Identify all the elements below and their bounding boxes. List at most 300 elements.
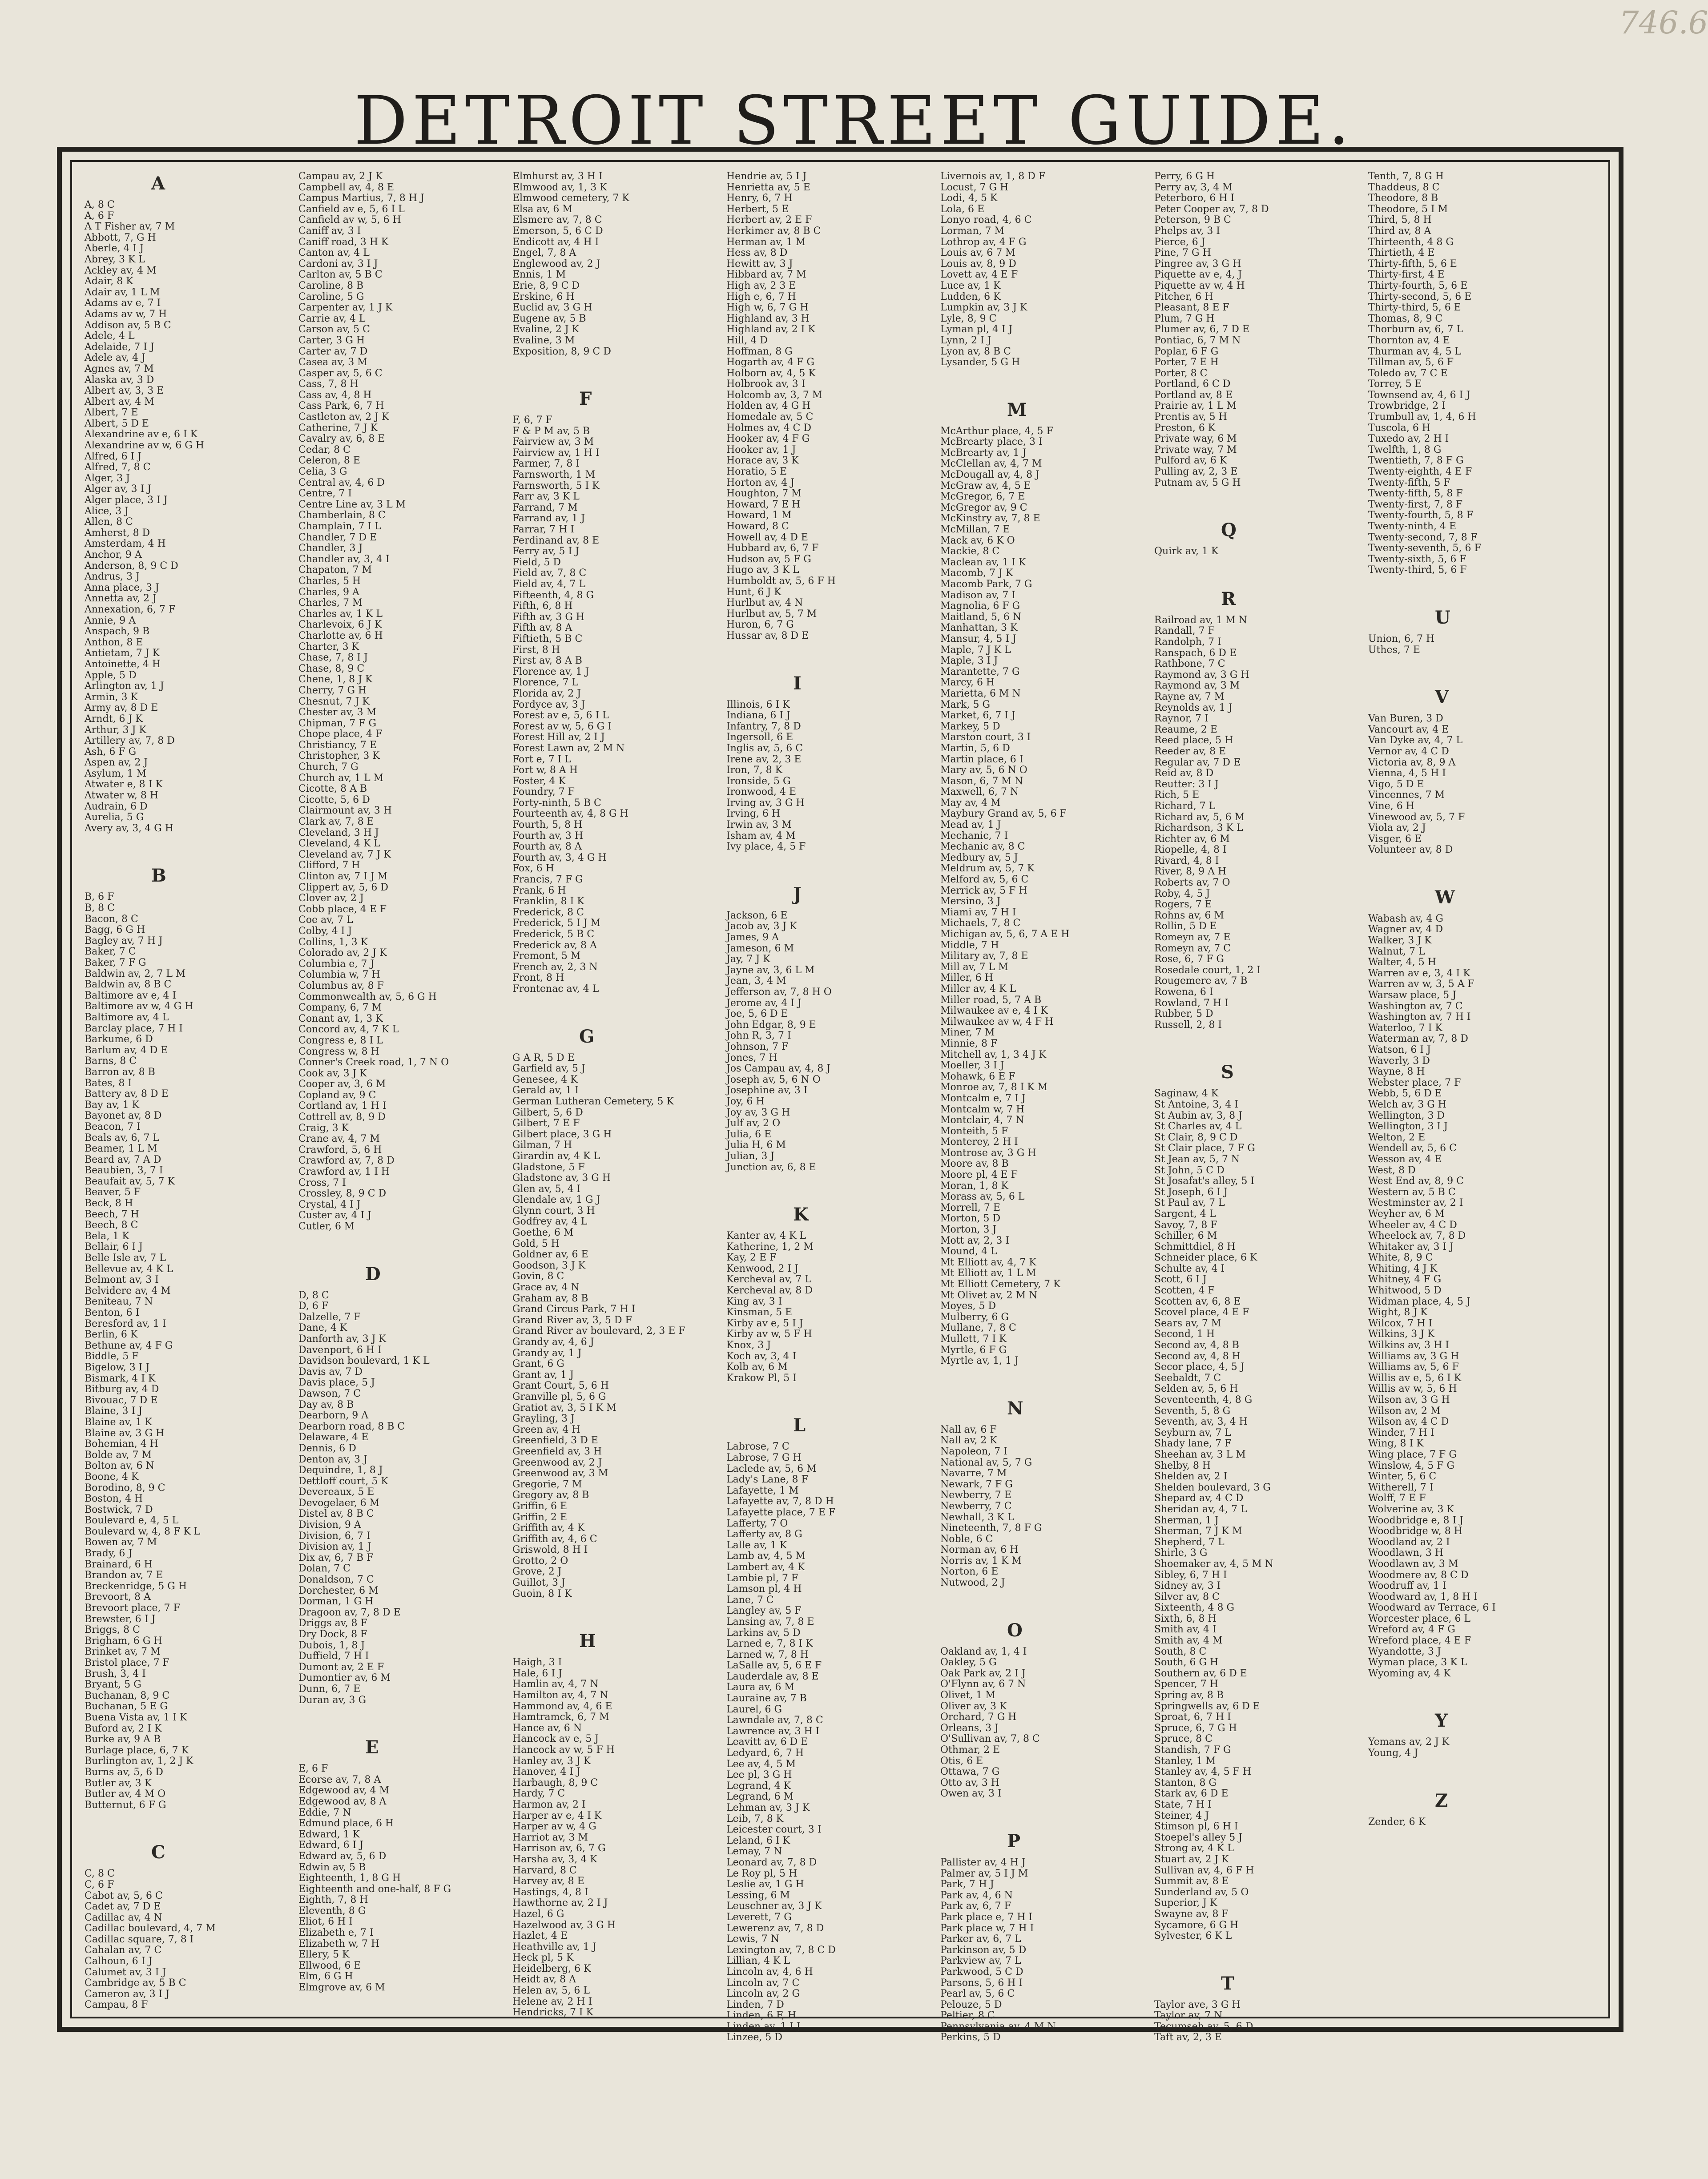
street-entry: Navarre, 7 M — [940, 1468, 1007, 1479]
street-entry: Olivet, 1 M — [940, 1690, 995, 1701]
street-entry: Burke av, 9 A B — [85, 1734, 161, 1745]
street-entry: Wreford av, 4 F G — [1368, 1624, 1455, 1635]
street-entry: Josephine av, 3 I — [726, 1085, 808, 1096]
street-entry: Winder, 7 H I — [1368, 1427, 1434, 1438]
street-entry: Field av, 4, 7 L — [512, 579, 585, 590]
street-entry: Nall av, 2 K — [940, 1435, 997, 1446]
street-entry: Alexandrine av e, 6 I K — [85, 429, 198, 440]
street-entry: Langley av, 5 F — [726, 1605, 802, 1617]
street-entry: Irene av, 2, 3 E — [726, 753, 802, 765]
street-entry: Bacon, 8 C — [85, 913, 138, 925]
street-entry: Elsa av, 6 M — [512, 203, 572, 215]
street-entry: Linden, 6 F, H — [726, 2010, 797, 2022]
street-entry: Caniff road, 3 H K — [298, 236, 389, 248]
street-entry: Linden, 7 D — [726, 1999, 784, 2010]
street-entry: Marston court, 3 I — [940, 732, 1031, 743]
street-entry: Sycamore, 6 G H — [1154, 1919, 1239, 1931]
street-entry: Hance av, 6 N — [512, 1722, 582, 1734]
street-entry: Twenty-fourth, 5, 8 F — [1368, 510, 1473, 521]
street-entry: Henry, 6, 7 H — [726, 193, 793, 204]
street-entry: Howell av, 4 D E — [726, 532, 808, 543]
street-entry: Portland av, 8 E — [1154, 389, 1233, 401]
street-entry: Audrain, 6 D — [85, 801, 148, 812]
street-entry: Campau av, 2 J K — [298, 171, 383, 182]
section-letter-heading: B — [151, 865, 167, 886]
street-entry: Fourth av, 3 H — [512, 830, 584, 842]
street-entry: Thirty-fourth, 5, 6 E — [1368, 280, 1468, 291]
street-entry: Alfred, 6 I J — [85, 451, 142, 462]
street-entry: Guoin, 8 I K — [512, 1588, 572, 1599]
street-entry: Twelfth, 1, 8 G — [1368, 444, 1442, 455]
street-entry: Fairview av, 3 M — [512, 436, 594, 448]
street-entry: Shelden av, 2 I — [1154, 1471, 1228, 1482]
street-entry: Wilson av, 4 C D — [1368, 1416, 1449, 1428]
street-entry: Meldrum av, 5, 7 K — [940, 863, 1035, 874]
street-entry: Moore pl, 4 E F — [940, 1169, 1018, 1181]
street-entry: White, 8, 9 C — [1368, 1252, 1433, 1264]
street-entry: Holcomb av, 3, 7 M — [726, 389, 822, 401]
street-entry: Twentieth, 7, 8 F G — [1368, 455, 1464, 467]
street-entry: Casper av, 5, 6 C — [298, 367, 383, 379]
street-entry: Harmon av, 2 I — [512, 1799, 586, 1810]
street-entry: Grandy av, 1 J — [512, 1347, 582, 1359]
street-entry: Cass av, 4, 8 H — [298, 389, 372, 401]
street-entry: Abbott, 7, G H — [85, 232, 156, 243]
street-entry: Forest av w, 5, 6 G I — [512, 721, 612, 732]
street-entry: Sargent, 4 L — [1154, 1208, 1216, 1220]
street-entry: Twenty-seventh, 5, 6 F — [1368, 543, 1481, 554]
street-index-columns — [85, 171, 1606, 2043]
street-entry: Edwin av, 5 B — [298, 1861, 366, 1873]
street-entry: High e, 6, 7 H — [726, 291, 796, 302]
street-entry: Thirty-second, 5, 6 E — [1368, 291, 1472, 302]
street-entry: Dunn, 6, 7 E — [298, 1683, 361, 1695]
street-entry: Asylum, 1 M — [85, 768, 147, 779]
street-entry: Herkimer av, 8 B C — [726, 225, 821, 237]
section-letter-heading: I — [793, 673, 802, 694]
street-entry: Casea av, 3 M — [298, 357, 367, 368]
street-entry: Chase, 8, 9 C — [298, 663, 365, 674]
street-entry: Baltimore av, 4 L — [85, 1011, 169, 1023]
street-entry: Harriot av, 3 M — [512, 1832, 588, 1843]
street-entry: Willis av e, 5, 6 I K — [1368, 1372, 1462, 1384]
street-entry: Mary av, 5, 6 N O — [940, 765, 1027, 776]
street-entry: Oak Park av, 2 I J — [940, 1667, 1026, 1679]
street-entry: Marietta, 6 M N — [940, 688, 1021, 699]
street-entry: Newhall, 3 K L — [940, 1511, 1014, 1523]
street-entry: Quirk av, 1 K — [1154, 546, 1219, 557]
street-entry: Hastings, 4, 8 I — [512, 1886, 588, 1898]
street-entry: Market, 6, 7 I J — [940, 710, 1015, 721]
street-entry: Schmittdiel, 8 H — [1154, 1241, 1236, 1253]
street-entry: Jones, 7 H — [726, 1052, 777, 1063]
index-section — [940, 1396, 1151, 1589]
street-entry: Hazlet, 4 E — [512, 1930, 568, 1942]
street-entry: Harvey av, 8 E — [512, 1876, 584, 1887]
section-letter-heading: C — [151, 1842, 166, 1863]
street-entry: Buena Vista av, 1 I K — [85, 1712, 187, 1723]
street-entry: Lansing av, 7, 8 E — [726, 1616, 814, 1627]
section-letter-heading: R — [1221, 588, 1237, 609]
street-entry: Moran, 1, 8 K — [940, 1180, 1008, 1192]
index-section — [726, 1413, 937, 2043]
street-entry: Hoffman, 8 G — [726, 346, 793, 357]
index-section — [1154, 171, 1365, 488]
street-entry: Thorburn av, 6, 7 L — [1368, 324, 1463, 335]
street-entry: Cass, 7, 8 H — [298, 379, 359, 390]
street-entry: Baldwin av, 2, 7 L M — [85, 968, 186, 979]
street-entry: Louis av, 6 7 M — [940, 247, 1015, 259]
street-entry: Prentis av, 5 H — [1154, 411, 1227, 423]
street-entry: Wing place, 7 F G — [1368, 1449, 1457, 1460]
street-entry: Leonard av, 7, 8 D — [726, 1857, 817, 1868]
street-entry: Private way, 6 M — [1154, 433, 1237, 445]
street-entry: Joe, 5, 6 D E — [726, 1008, 788, 1020]
street-entry: Alexandrine av w, 6 G H — [85, 440, 204, 451]
street-entry: West End av, 8, 9 C — [1368, 1176, 1464, 1187]
street-entry: Hess av, 8 D — [726, 247, 788, 259]
street-list — [1368, 1737, 1579, 1759]
street-entry: Thirtieth, 4 E — [1368, 247, 1435, 259]
street-list — [1154, 1088, 1365, 1941]
street-entry: Cherry, 7 G H — [298, 685, 367, 696]
street-entry: Linden av, 1 I J — [726, 2021, 801, 2032]
street-entry: Colorado av, 2 J K — [298, 947, 387, 959]
street-entry: Pine, 7 G H — [1154, 247, 1211, 259]
street-list — [512, 415, 723, 995]
street-entry: Sylvester, 6 K L — [1154, 1930, 1232, 1942]
street-entry: Charles, 5 H — [298, 575, 361, 587]
street-entry: Custer av, 4 I J — [298, 1210, 372, 1221]
street-entry: Harrison av, 6, 7 G — [512, 1843, 606, 1854]
street-entry: Franklin, 8 I K — [512, 896, 584, 907]
street-entry: Rivard, 4, 8 I — [1154, 855, 1219, 866]
street-entry: Lola, 6 E — [940, 203, 985, 215]
street-entry: Howard, 1 M — [726, 510, 792, 521]
street-entry: Lyle, 8, 9 C — [940, 313, 997, 324]
street-entry: Brewster, 6 I J — [85, 1613, 156, 1625]
street-entry: Lyman pl, 4 I J — [940, 324, 1013, 335]
index-column — [512, 171, 726, 2018]
street-entry: Anna place, 3 J — [85, 582, 159, 593]
street-list — [85, 200, 295, 834]
street-entry: Fordyce av, 3 J — [512, 699, 585, 710]
street-entry: Reynolds av, 1 J — [1154, 702, 1233, 713]
street-entry: Ellwood, 6 E — [298, 1960, 361, 1971]
street-entry: Harsha av, 3, 4 K — [512, 1853, 597, 1865]
street-entry: Spruce, 6, 7 G H — [1154, 1722, 1237, 1734]
street-entry: Montcalm e, 7 I J — [940, 1092, 1026, 1104]
street-entry: Moeller, 3 I J — [940, 1060, 1004, 1071]
street-entry: Pingree av, 3 G H — [1154, 258, 1241, 270]
street-entry: Jos Campau av, 4, 8 J — [726, 1063, 831, 1075]
street-entry: Boulevard e, 4, 5 L — [85, 1515, 179, 1527]
street-entry: Secor place, 4, 5 J — [1154, 1361, 1245, 1373]
street-entry: Baker, 7 C — [85, 946, 136, 958]
street-entry: Stimson pl, 6 H I — [1154, 1821, 1238, 1833]
street-entry: Beals av, 6, 7 L — [85, 1132, 160, 1144]
street-entry: Danforth av, 3 J K — [298, 1333, 386, 1345]
street-entry: McGregor, 6, 7 E — [940, 491, 1025, 503]
index-section — [85, 171, 295, 834]
street-entry: Houghton, 7 M — [726, 488, 802, 499]
street-entry: Buchanan, 8, 9 C — [85, 1690, 170, 1701]
street-entry: Mt Olivet av, 2 M N — [940, 1289, 1038, 1301]
street-entry: Taft av, 2, 3 E — [1154, 2032, 1222, 2043]
street-entry: Holborn av, 4, 5 K — [726, 367, 816, 379]
index-section — [1368, 605, 1579, 656]
street-entry: Endicott av, 4 H I — [512, 236, 599, 248]
street-entry: Nall av, 6 F — [940, 1424, 997, 1435]
street-entry: Napoleon, 7 I — [940, 1446, 1007, 1457]
street-entry: Reed place, 5 H — [1154, 735, 1233, 746]
street-entry: Raymond av, 3 G H — [1154, 669, 1249, 681]
street-entry: Van Dyke av, 4, 7 L — [1368, 735, 1463, 746]
street-entry: Avery av, 3, 4 G H — [85, 822, 174, 834]
street-entry: First av, 8 A B — [512, 655, 582, 667]
street-entry: Copland av, 9 C — [298, 1089, 376, 1101]
street-entry: Huron, 6, 7 G — [726, 619, 794, 631]
street-entry: Celeron, 8 E — [298, 455, 360, 467]
street-entry: Frederick, 5 I J M — [512, 918, 601, 929]
street-entry: Pallister av, 4 H J — [940, 1857, 1026, 1868]
street-list — [726, 910, 937, 1173]
street-entry: Florence av, 1 J — [512, 666, 589, 677]
street-entry: Clairmount av, 3 H — [298, 805, 392, 817]
street-entry: Palmer av, 5 I J M — [940, 1868, 1028, 1879]
street-entry: Ennis, 1 M — [512, 269, 566, 281]
street-entry: First, 8 H — [512, 644, 560, 656]
street-entry: Hubbard av, 6, 7 F — [726, 543, 819, 554]
street-entry: Crawford, 5, 6 H — [298, 1144, 382, 1156]
street-entry: Greenwood av, 2 J — [512, 1457, 602, 1468]
street-entry: Wayne, 8 H — [1368, 1066, 1425, 1078]
street-entry: Isham av, 4 M — [726, 830, 796, 842]
street-entry: Stuart av, 2 J K — [1154, 1853, 1229, 1865]
street-entry: Front, 8 H — [512, 972, 564, 984]
street-entry: Scovel place, 4 E F — [1154, 1307, 1249, 1318]
street-entry: Atwater e, 8 I K — [85, 779, 163, 790]
street-entry: Beech, 8 C — [85, 1220, 138, 1231]
street-entry: O'Sullivan av, 7, 8 C — [940, 1733, 1040, 1745]
street-entry: LaSalle av, 5, 6 E F — [726, 1660, 822, 1672]
street-entry: Mitchell av, 1, 3 4 J K — [940, 1049, 1047, 1060]
street-entry: Mechanic av, 8 C — [940, 841, 1025, 853]
street-entry: Boulevard w, 4, 8 F K L — [85, 1526, 201, 1537]
street-entry: Elizabeth w, 7 H — [298, 1938, 380, 1949]
street-entry: Cooper av, 3, 6 M — [298, 1079, 386, 1090]
street-entry: Randolph, 7 I — [1154, 636, 1221, 648]
street-entry: Division, 9 A — [298, 1519, 361, 1531]
street-entry: Highland av, 2 I K — [726, 324, 815, 335]
street-entry: Bolde av, 7 M — [85, 1449, 152, 1461]
street-entry: Owen av, 3 I — [940, 1788, 1002, 1800]
section-letter-heading: J — [793, 883, 802, 905]
street-list — [940, 1647, 1151, 1800]
street-entry: Erie, 8, 9 C D — [512, 280, 580, 291]
street-entry: Lamb av, 4, 5 M — [726, 1551, 806, 1562]
street-entry: Watson, 6 I J — [1368, 1044, 1431, 1055]
street-entry: Aurelia, 5 G — [85, 812, 144, 823]
street-entry: Mechanic, 7 I — [940, 830, 1008, 842]
street-entry: Brevoort, 8 A — [85, 1591, 151, 1603]
street-entry: Woodruff av, 1 I — [1368, 1580, 1446, 1592]
street-entry: Farnsworth, 1 M — [512, 469, 595, 481]
street-entry: Manhattan, 3 K — [940, 622, 1018, 634]
street-entry: Frontenac av, 4 L — [512, 983, 599, 995]
street-entry: Exposition, 8, 9 C D — [512, 346, 611, 357]
street-entry: Vinewood av, 5, 7 F — [1368, 811, 1465, 823]
street-entry: Pontiac, 6, 7 M N — [1154, 334, 1241, 346]
street-entry: Cleveland, 3 H J — [298, 827, 379, 838]
street-entry: Cicotte, 5, 6 D — [298, 794, 370, 806]
street-entry: Lane, 7 C — [726, 1594, 774, 1606]
street-entry: King av, 3 I — [726, 1296, 782, 1307]
street-entry: Grove, 2 J — [512, 1566, 562, 1578]
street-entry: Wreford place, 4 E F — [1368, 1635, 1471, 1647]
street-entry: Sidney av, 3 I — [1154, 1580, 1221, 1592]
street-entry: Shepard av, 4 C D — [1154, 1493, 1244, 1504]
street-entry: Koch av, 3, 4 I — [726, 1350, 797, 1362]
street-entry: Parkview av, 7 L — [940, 1955, 1021, 1967]
street-entry: Caroline, 5 G — [298, 291, 364, 302]
street-entry: Crane av, 4, 7 M — [298, 1133, 380, 1145]
index-column — [1368, 171, 1582, 2013]
street-entry: Trumbull av, 1, 4, 6 H — [1368, 411, 1476, 423]
street-entry: Wellington, 3 D — [1368, 1110, 1445, 1121]
street-entry: Kenwood, 2 I J — [726, 1263, 798, 1274]
street-list — [1154, 171, 1365, 488]
street-entry: Mill av, 7 L M — [940, 961, 1008, 973]
street-entry: Whiting, 4 J K — [1368, 1263, 1438, 1274]
street-entry: Montrose av, 3 G H — [940, 1147, 1036, 1159]
index-section — [726, 1202, 937, 1384]
street-entry: Woodward av, 1, 8 H I — [1368, 1591, 1478, 1603]
street-entry: Albert av, 3, 3 E — [85, 385, 164, 397]
street-entry: Mansur, 4, 5 I J — [940, 633, 1016, 644]
street-entry: Perry, 6 G H — [1154, 171, 1215, 182]
street-entry: Hendrie av, 5 I J — [726, 171, 807, 182]
street-entry: Clark av, 7, 8 E — [298, 816, 374, 828]
street-entry: Annetta av, 2 J — [85, 593, 157, 604]
street-entry: Anspach, 9 B — [85, 626, 150, 637]
index-section — [726, 882, 937, 1173]
street-entry: Florence, 7 L — [512, 677, 579, 689]
street-entry: Wheeler av, 4 C D — [1368, 1219, 1457, 1231]
street-entry: Forest Lawn av, 2 M N — [512, 742, 625, 754]
street-entry: Lewis, 7 N — [726, 1933, 780, 1945]
street-entry: Newberry, 7 C — [940, 1500, 1012, 1512]
street-entry: Lessing, 6 M — [726, 1889, 790, 1901]
section-letter-heading: M — [1007, 399, 1028, 420]
street-entry: Bethune av, 4 F G — [85, 1340, 173, 1351]
street-entry: Kolb av, 6 M — [726, 1361, 788, 1373]
street-entry: Lauderdale av, 8 E — [726, 1671, 819, 1682]
street-entry: St Jean av, 5, 7 N — [1154, 1153, 1240, 1165]
street-entry: Glynn court, 3 H — [512, 1205, 595, 1216]
street-entry: Wolverine av, 3 K — [1368, 1503, 1454, 1515]
street-entry: Mark, 5 G — [940, 699, 991, 710]
street-entry: Carter, 3 G H — [298, 334, 365, 346]
street-entry: Rollin, 5 D E — [1154, 921, 1217, 932]
street-entry: Lawndale av, 7, 8 C — [726, 1715, 823, 1726]
street-entry: Phelps av, 3 I — [1154, 225, 1220, 237]
street-entry: Gladstone av, 3 G H — [512, 1172, 611, 1184]
street-entry: Lamson pl, 4 H — [726, 1583, 802, 1595]
street-entry: Maple, 3 I J — [940, 655, 998, 667]
pencil-annotation: 746.6 — [1619, 4, 1708, 41]
street-entry: Wheelock av, 7, 8 D — [1368, 1230, 1466, 1242]
street-entry: Myrtle, 6 F G — [940, 1344, 1007, 1356]
street-entry: Peltier, 8 C — [940, 2010, 995, 2022]
street-entry: Bigelow, 3 I J — [85, 1361, 150, 1373]
street-entry: Kirby av e, 5 I J — [726, 1317, 803, 1329]
street-entry: Joseph av, 5, 6 N O — [726, 1074, 821, 1085]
street-entry: A, 8 C — [85, 199, 115, 210]
street-entry: St Josafat's alley, 5 I — [1154, 1176, 1255, 1187]
street-entry: Lothrop av, 4 F G — [940, 236, 1027, 248]
street-entry: Thirty-third, 5, 6 E — [1368, 302, 1461, 314]
street-entry: Horatio, 5 E — [726, 466, 787, 478]
street-entry: Caniff av, 3 I — [298, 225, 361, 237]
street-entry: May av, 4 M — [940, 797, 1001, 809]
street-entry: Thaddeus, 8 C — [1368, 181, 1440, 193]
street-entry: Davis place, 5 J — [298, 1377, 375, 1389]
street-entry: Amherst, 8 D — [85, 527, 150, 539]
index-section — [1154, 587, 1365, 1031]
street-entry: Scotten av, 6, 8 E — [1154, 1296, 1241, 1307]
street-entry: Barron av, 8 B — [85, 1066, 155, 1078]
street-entry: Dubois, 1, 8 J — [298, 1639, 365, 1651]
street-entry: Grayling, 3 J — [512, 1413, 575, 1425]
street-entry: Beresford av, 1 I — [85, 1318, 166, 1329]
street-entry: Humboldt av, 5, 6 F H — [726, 575, 836, 587]
street-entry: Farmer, 7, 8 I — [512, 458, 580, 470]
street-entry: O'Flynn av, 6 7 N — [940, 1679, 1026, 1690]
street-list — [512, 171, 723, 357]
street-entry: Woodland av, 2 I — [1368, 1536, 1450, 1548]
street-entry: Agnes av, 7 M — [85, 363, 154, 375]
street-entry: Cook av, 3 J K — [298, 1067, 367, 1079]
street-entry: Eleventh, 8 G — [298, 1905, 366, 1917]
street-entry: Armin, 3 K — [85, 691, 138, 703]
street-entry: Vigo, 5 D E — [1368, 778, 1424, 790]
street-entry: Saginaw, 4 K — [1154, 1088, 1219, 1100]
street-list — [726, 1231, 937, 1384]
street-entry: Albert, 5 D E — [85, 418, 149, 429]
street-entry: Wyman place, 3 K L — [1368, 1657, 1467, 1668]
street-entry: Shepherd, 7 L — [1154, 1536, 1225, 1548]
street-entry: Adele av, 4 J — [85, 352, 145, 364]
street-entry: Wilkins, 3 J K — [1368, 1329, 1435, 1340]
street-entry: Grant, 6 G — [512, 1358, 564, 1370]
street-entry: Clippert av, 5, 6 D — [298, 882, 388, 893]
street-entry: Bismark, 4 I K — [85, 1373, 156, 1384]
street-entry: Leavitt av, 6 D E — [726, 1736, 808, 1748]
street-entry: Twenty-second, 7, 8 F — [1368, 532, 1477, 543]
street-entry: Holmes av, 4 C D — [726, 422, 812, 434]
street-entry: Norris av, 1 K M — [940, 1555, 1022, 1567]
street-entry: Forty-ninth, 5 B C — [512, 797, 601, 809]
street-entry: Rosedale court, 1, 2 I — [1154, 964, 1261, 976]
street-entry: Crawford av, 1 I H — [298, 1166, 390, 1178]
street-entry: McGraw av, 4, 5 E — [940, 480, 1031, 491]
street-entry: Monterey, 2 H I — [940, 1136, 1018, 1148]
street-entry: Gerald av, 1 I — [512, 1085, 579, 1096]
street-entry: Vine, 6 H — [1368, 800, 1414, 812]
street-entry: Seventh, av, 3, 4 H — [1154, 1416, 1248, 1428]
street-entry: Laura av, 6 M — [726, 1682, 794, 1693]
